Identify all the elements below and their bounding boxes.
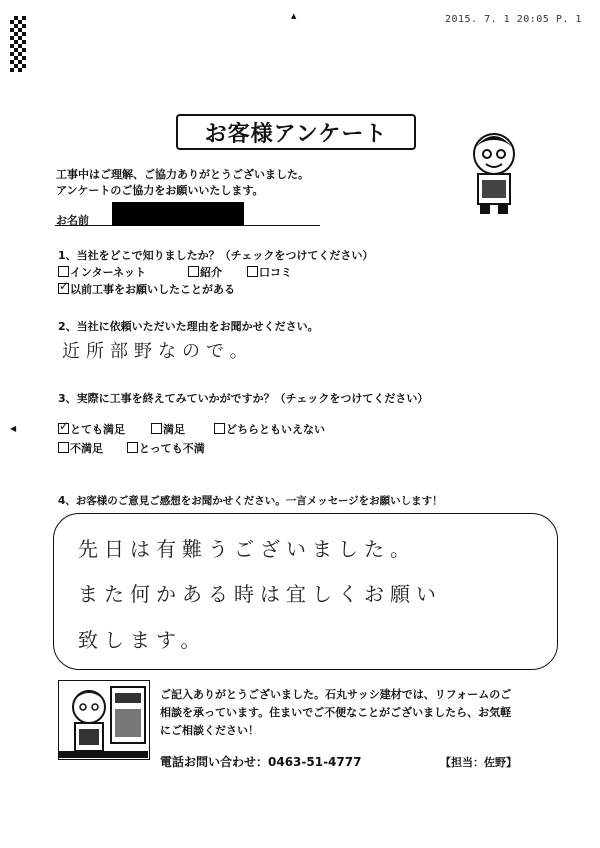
checkbox-icon[interactable]	[58, 266, 69, 277]
q1-option-word-of-mouth[interactable]: 口コミ	[247, 264, 292, 280]
name-label: お名前	[56, 214, 89, 227]
checkbox-icon[interactable]	[127, 442, 138, 453]
checkbox-icon[interactable]	[247, 266, 258, 277]
fax-checker-mark	[10, 16, 26, 72]
q1-option-previous-work[interactable]: ✓ 以前工事をお願いしたことがある	[59, 279, 235, 296]
fax-header: 2015. 7. 1 20:05 P. 1	[445, 14, 582, 25]
page-marker-arrow-icon: ▲	[291, 12, 297, 20]
q1-option-internet[interactable]: インターネット	[58, 264, 146, 280]
q2-handwritten-answer: 近所部野なので。	[62, 341, 254, 362]
q1-question: 1、当社をどこで知りましたか？（チェックをつけてください）	[58, 249, 374, 262]
name-redaction	[112, 202, 244, 226]
comment-line-1: 先日は有難うございました。	[78, 537, 416, 561]
footer-line-1: ご記入ありがとうございました。石丸サッシ建材では、リフォームのご	[160, 688, 512, 701]
intro-line-2: アンケートのご協力をお願いいたします。	[56, 184, 264, 197]
q3-question: 3、実際に工事を終えてみていかがですか？（チェックをつけてください）	[58, 392, 429, 405]
q1-option-referral[interactable]: 紹介	[188, 264, 222, 280]
checkbox-icon[interactable]	[58, 442, 69, 453]
footer-line-3: にご相談ください！	[160, 724, 259, 737]
side-marker-arrow-icon: ◀	[10, 424, 17, 433]
phone-contact: 電話お問い合わせ：0463-51-4777	[160, 755, 362, 769]
page-title: お客様アンケート	[176, 114, 416, 150]
shop-illustration	[58, 680, 150, 760]
q3-option-satisfied[interactable]: 満足	[151, 421, 185, 437]
checked-checkbox-icon[interactable]: ✓	[59, 279, 70, 293]
q3-option-very-unsatisfied[interactable]: とっても不満	[127, 440, 205, 456]
checked-checkbox-icon[interactable]: ✓	[59, 419, 70, 433]
checkbox-icon[interactable]	[188, 266, 199, 277]
q3-option-very-satisfied[interactable]: ✓ とても満足	[59, 419, 125, 436]
checkbox-icon[interactable]	[214, 423, 225, 434]
checkbox-icon[interactable]	[151, 423, 162, 434]
staff-label: 【担当：佐野】	[440, 756, 517, 769]
comment-line-3: 致します。	[78, 628, 207, 652]
comment-line-2: また何かある時は宜しくお願い	[78, 582, 442, 606]
mascot-illustration	[466, 126, 522, 216]
q2-question: 2、当社に依頼いただいた理由をお聞かせください。	[58, 320, 319, 333]
intro-line-1: 工事中はご理解、ご協力ありがとうございました。	[56, 168, 309, 181]
footer-line-2: 相談を承っています。住まいでご不便なことがございましたら、お気軽	[160, 706, 512, 719]
q3-option-neutral[interactable]: どちらともいえない	[214, 421, 325, 437]
q3-option-unsatisfied[interactable]: 不満足	[58, 440, 103, 456]
q4-question: 4、お客様のご意見ご感想をお聞かせください。一言メッセージをお願いします！	[58, 495, 443, 507]
